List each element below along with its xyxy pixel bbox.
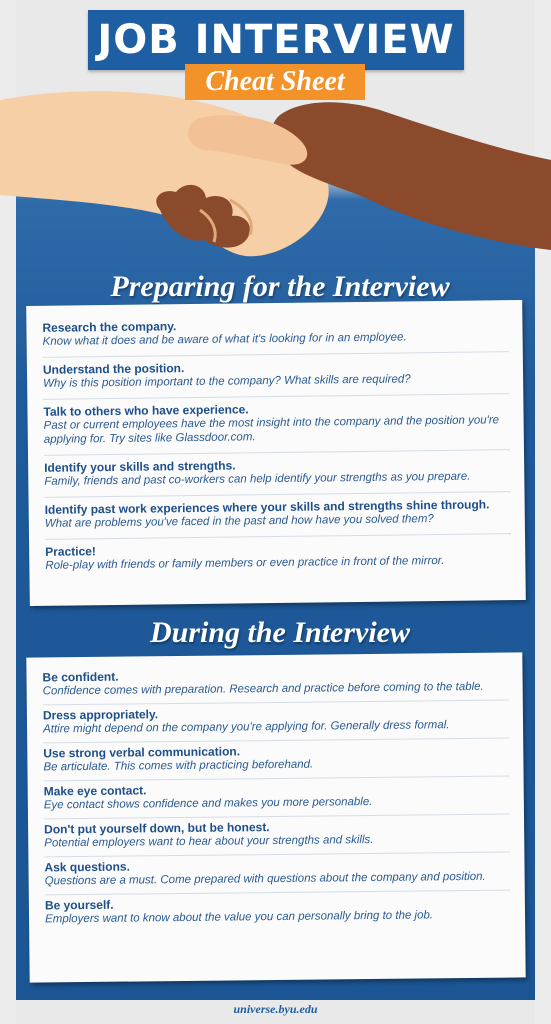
during-card	[26, 652, 525, 982]
item-title: Practice!	[45, 544, 96, 559]
item-title: Talk to others who have experience.	[43, 402, 249, 419]
list-item	[43, 701, 509, 744]
list-item	[44, 450, 510, 498]
item-description: Why is this position important to the company? What skills are required?	[43, 373, 411, 390]
page-subtitle: Cheat Sheet	[185, 64, 365, 100]
page-title: JOB INTERVIEW	[88, 10, 464, 70]
item-description: Attire might depend on the company you're applying for. Generally dress formal.	[43, 719, 450, 736]
source-link[interactable]: universe.byu.edu	[233, 1002, 318, 1016]
item-description: Know what it does and be aware of what it's looking for in an employee.	[42, 331, 407, 348]
item-title: Identify past work experiences where your skills and strengths shine through.	[44, 497, 490, 517]
list-item	[45, 534, 511, 581]
item-description: Confidence comes with preparation. Research and practice before coming to the table.	[42, 680, 484, 698]
item-title: Understand the position.	[42, 361, 185, 377]
item-description: Be articulate. This comes with practicing beforehand.	[43, 758, 314, 774]
item-title: Be confident.	[42, 669, 119, 685]
item-title: Make eye contact.	[43, 783, 147, 799]
item-title: Use strong verbal communication.	[43, 744, 241, 761]
list-item	[42, 663, 508, 706]
item-description: Role-play with friends or family members or even practice in front of the mirror.	[45, 554, 445, 572]
item-title: Don't put yourself down, but be honest.	[44, 820, 270, 837]
list-item	[45, 891, 511, 933]
list-item	[44, 853, 510, 896]
list-item	[42, 310, 508, 358]
item-title: Be yourself.	[44, 897, 114, 913]
list-item	[44, 777, 510, 820]
list-item	[43, 352, 509, 400]
item-description: Questions are a must. Come prepared with questions about the company and position.	[44, 870, 486, 888]
list-item	[44, 815, 510, 858]
item-description: Eye contact shows confidence and makes you more personable.	[43, 795, 373, 812]
section-heading-preparing: Preparing for the Interview	[110, 270, 450, 303]
item-description: Potential employers want to hear about your strengths and skills.	[44, 833, 374, 850]
list-item	[43, 394, 510, 456]
item-description: Family, friends and past co-workers can help identify your strengths as you prepare.	[44, 470, 471, 488]
item-description: Past or current employees have the most insight into the company and the position you're applying for. Try sites like Glassdoor.com.	[43, 414, 500, 446]
section-heading-during: During the Interview	[149, 616, 411, 649]
preparing-card	[26, 300, 526, 606]
item-description: What are problems you've faced in the past and how have you solved them?	[44, 513, 434, 530]
item-title: Dress appropriately.	[42, 707, 159, 723]
list-item	[45, 492, 511, 540]
list-item	[43, 739, 509, 782]
item-title: Identify your skills and strengths.	[44, 458, 236, 475]
item-title: Research the company.	[42, 319, 177, 335]
handshake-illustration	[0, 80, 551, 280]
item-description: Employers want to know about the value you can personally bring to the job.	[44, 909, 434, 926]
item-title: Ask questions.	[44, 859, 130, 875]
